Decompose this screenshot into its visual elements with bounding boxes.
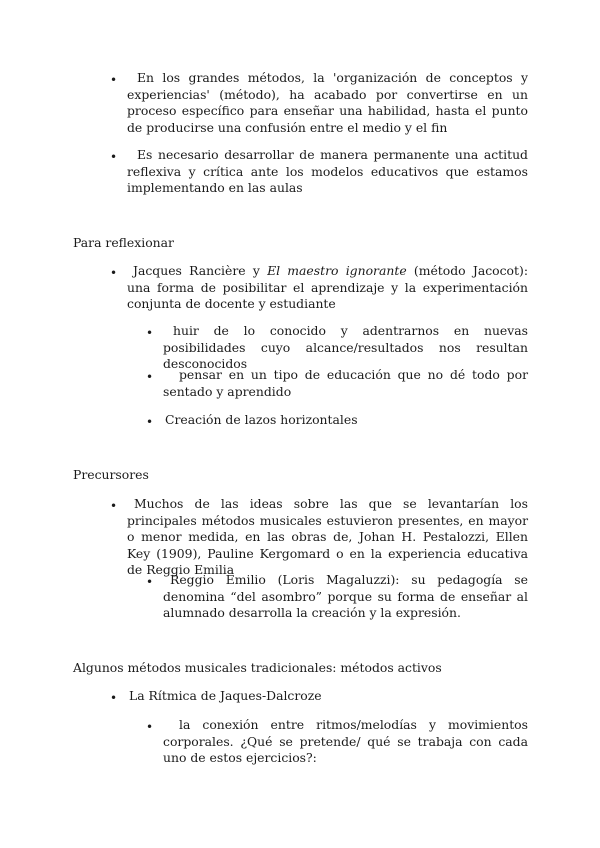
bullet-marker: • [146, 720, 154, 734]
bullet-marker: • [110, 266, 118, 280]
bullet-text: La Rítmica de Jaques-Dalcroze [129, 688, 322, 703]
bullet-marker: • [110, 73, 118, 87]
section-heading: Precursores [73, 467, 149, 482]
bullet-marker: • [146, 415, 154, 429]
bullet-text: la conexión entre ritmos/melodías y movimientos corporales. ¿Qué se pretende/ qué se trabaja con cada uno de estos ejercicios?: [163, 717, 528, 765]
bullet-text: Creación de lazos horizontales [165, 412, 358, 427]
bullet-text: Muchos de las ideas sobre las que se levantarían los principales métodos musicales estuvieron presentes, en mayor o menor medida, en las obras de, Johan H. Pestalozzi, Ellen Key (1909), Pauline Kergomard o en la experiencia educativa de Reggio Emilia [127, 496, 528, 577]
bullet-text: Reggio Emilio (Loris Magaluzzi): su pedagogía se denomina “del asombro” porque su forma de enseñar al alumnado desarrolla la creación y la expresión. [163, 572, 528, 620]
bullet-text: pensar en un tipo de educación que no dé todo por sentado y aprendido [163, 367, 528, 399]
bullet-marker: • [110, 499, 118, 513]
book-title: El maestro ignorante [267, 263, 407, 278]
text-part: (método Jacocot): una forma de posibilitar el aprendizaje y la experimentación conjunta de docente y estudiante [127, 263, 529, 311]
bullet-marker: • [110, 691, 118, 705]
bullet-text: huir de lo conocido y adentrarnos en nuevas posibilidades cuyo alcance/resultados nos resultan desconocidos [163, 323, 528, 371]
bullet-marker: • [146, 326, 154, 340]
section-heading: Algunos métodos musicales tradicionales: métodos activos [73, 660, 442, 675]
section-heading: Para reflexionar [73, 235, 174, 250]
bullet-marker: • [146, 370, 154, 384]
bullet-text: En los grandes métodos, la 'organización de conceptos y experiencias' (método), ha acabado por convertirse en un proceso específico para enseñar una habilidad, hasta el punto de producirse una confusión entre el medio y el fin [127, 70, 528, 135]
bullet-marker: • [110, 150, 118, 164]
text-part: Jacques Rancière y [133, 263, 268, 278]
bullet-marker: • [146, 575, 154, 589]
bullet-text [127, 263, 528, 313]
bullet-text: Es necesario desarrollar de manera permanente una actitud reflexiva y crítica ante los modelos educativos que estamos implementando en las aulas [127, 147, 528, 195]
